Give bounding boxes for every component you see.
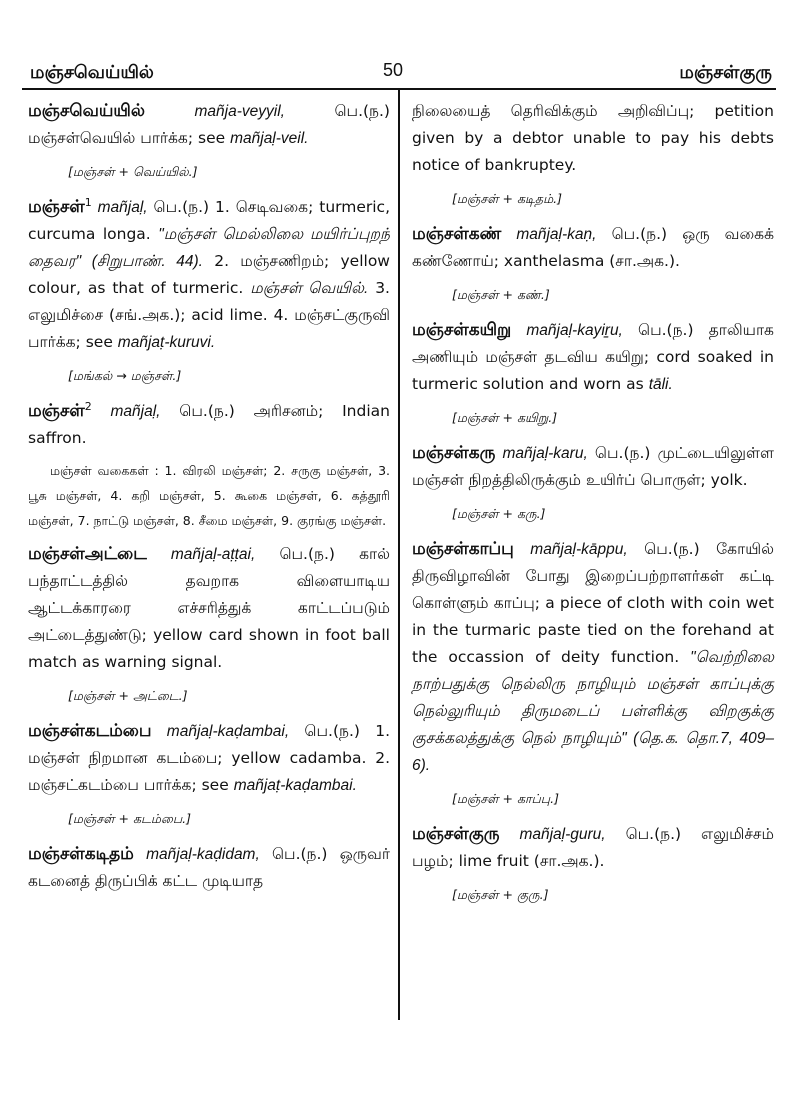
definition: கோயில் திருவிழாவின் போது இறைப்பற்றாளர்கள் கட்டி கொள்ளும் காப்பு; a piece of cloth with coin wet in the turmaric paste tied on the forehand at the occassion of deity function. xyxy=(412,540,774,666)
etymology: [மஞ்சள் + கடிதம்.] xyxy=(452,191,562,206)
dictionary-entry xyxy=(28,718,390,799)
part-of-speech: பெ.(ந.) xyxy=(638,321,694,339)
etymology: [மங்கல் → மஞ்சள்.] xyxy=(68,368,182,383)
homonym-number: 2 xyxy=(84,399,92,413)
transliteration: mañjaḷ-kayiṟu, xyxy=(526,322,623,339)
headword: மஞ்சள்கடம்பை xyxy=(28,721,152,741)
column-divider xyxy=(398,90,400,1020)
headword: மஞ்சள்கயிறு xyxy=(412,320,512,340)
definition: 1. மஞ்சள் நிறமான கடம்பை; yellow cadamba. 2. மஞ்சட்கடம்பை பார்க்க; see xyxy=(28,722,390,794)
definition: எலுமிச்சம் பழம்; lime fruit (சா.அக.). xyxy=(412,825,774,870)
etymology: [மஞ்சள் + காப்பு.] xyxy=(452,791,559,806)
etymology: [மஞ்சள் + கடம்பை.] xyxy=(68,811,191,826)
etymology: [மஞ்சள் + கரு.] xyxy=(452,506,546,521)
transliteration: mañjaḷ-guru, xyxy=(519,826,606,843)
definition: ஒருவர் கடனைத் திருப்பிக் கட்ட முடியாத xyxy=(28,845,390,890)
entry-continuation: நிலையைத் தெரிவிக்கும் அறிவிப்பு; petition given by a debtor unable to pay his debts notice of bankruptey. xyxy=(412,102,774,174)
part-of-speech: பெ.(ந.) xyxy=(279,545,335,563)
types-note: மஞ்சள் வகைகள் : 1. விரலி மஞ்சள்; 2. சருகு மஞ்சள், 3. பூசு மஞ்சள், 4. கறி மஞ்சள், 5. கூகை மஞ்சள், 6. கத்தூரி மஞ்சள், 7. நாட்டு மஞ்சள், 8. சீமை மஞ்சள், 9. குரங்கு மஞ்சள். xyxy=(28,463,390,528)
dictionary-entry xyxy=(412,536,774,779)
transliteration: mañjaḷ, xyxy=(97,199,148,216)
part-of-speech: பெ.(ந.) xyxy=(334,102,390,120)
page-number: 50 xyxy=(383,60,404,80)
transliteration: mañjaḷ-kaḍidam, xyxy=(146,846,260,863)
etymology: [மஞ்சள் + குரு.] xyxy=(452,887,549,902)
part-of-speech: பெ.(ந.) xyxy=(304,722,360,740)
dictionary-entry xyxy=(412,440,774,494)
homonym-number: 1 xyxy=(84,195,92,209)
page-header xyxy=(0,58,800,88)
cross-reference: mañjaṭ-kaḍambai. xyxy=(233,777,357,794)
transliteration: mañjaḷ-karu, xyxy=(502,445,588,462)
dictionary-entry xyxy=(28,541,390,676)
dictionary-entry xyxy=(28,98,390,152)
headword: மஞ்சள் xyxy=(28,401,85,421)
definition: அரிசனம்; Indian saffron. xyxy=(28,402,390,447)
definition: ஒரு வகைக் கண்ணோய்; xanthelasma (சா.அக.). xyxy=(412,225,774,270)
etymology: [மஞ்சள் + கயிறு.] xyxy=(452,410,558,425)
dictionary-entry xyxy=(28,841,390,895)
cross-reference: mañjaḷ-veil. xyxy=(230,130,309,147)
dictionary-entry xyxy=(412,317,774,398)
transliteration: mañja-veyyil, xyxy=(194,103,285,120)
headword: மஞ்சள்காப்பு xyxy=(412,539,514,559)
cross-reference: tāli. xyxy=(648,376,673,393)
transliteration: mañjaḷ-aṭṭai, xyxy=(170,546,256,563)
part-of-speech: பெ.(ந.) xyxy=(611,225,668,243)
definition: 1. செடிவகை; turmeric, curcuma longa. xyxy=(28,198,391,243)
citation-quote: "மஞ்சள் மெல்லிலை மயிர்ப்புறந் தைவர" (சிறுபாண். 44). xyxy=(28,226,391,270)
definition: கால் பந்தாட்டத்தில் தவறாக விளையாடிய ஆட்டக்காரரை எச்சரித்துக் காட்டப்படும் அட்டைத்துண்டு; yellow card shown in foot ball match as warning signal. xyxy=(28,545,390,671)
usage-example: மஞ்சள் வெயில். xyxy=(250,280,369,297)
citation-quote: "வெற்றிலை நாற்பதுக்கு நெல்லிரு நாழியும் மஞ்சள் காப்புக்கு நெல்லுரியும் திருமடைப் பள்ளிக்கு விறகுக்கு குசக்கலத்துக்கு நெல் நாழியும்" (தெ.க. தொ.7, 409–6). xyxy=(412,649,774,774)
transliteration: mañjaḷ-kaḍambai, xyxy=(166,723,290,740)
headword: மஞ்சள்கண் xyxy=(412,224,502,244)
headword: மஞ்சவெய்யில் xyxy=(28,101,145,121)
dictionary-entry xyxy=(412,821,774,875)
definition: தாலியாக அணியும் மஞ்சள் தடவிய கயிறு; cord soaked in turmeric solution and worn as xyxy=(412,321,774,393)
dictionary-entry xyxy=(28,194,390,356)
headword: மஞ்சள்கரு xyxy=(412,443,496,463)
definition: 2. மஞ்சணிறம்; yellow colour, as that of turmeric. xyxy=(28,252,390,297)
transliteration: mañjaḷ-kaṇ, xyxy=(516,226,597,243)
part-of-speech: பெ.(ந.) xyxy=(153,198,210,216)
right-column xyxy=(412,98,774,917)
transliteration: mañjaḷ-kāppu, xyxy=(530,541,628,558)
part-of-speech: பெ.(ந.) xyxy=(644,540,700,558)
part-of-speech: பெ.(ந.) xyxy=(179,402,235,420)
dictionary-entry xyxy=(28,398,390,452)
headword: மஞ்சள்குரு xyxy=(412,824,500,844)
part-of-speech: பெ.(ந.) xyxy=(271,845,328,863)
etymology: [மஞ்சள் + கண்.] xyxy=(452,287,550,302)
left-guide-word: மஞ்சவெய்யில் xyxy=(30,62,154,83)
definition: மஞ்சள்வெயில் பார்க்க; see xyxy=(28,129,226,147)
transliteration: mañjaḷ, xyxy=(110,403,161,420)
headword: மஞ்சள் xyxy=(28,197,85,217)
part-of-speech: பெ.(ந.) xyxy=(594,444,651,462)
definition: முட்டையிலுள்ள மஞ்சள் நிறத்திலிருக்கும் உயிர்ப் பொருள்; yolk. xyxy=(412,444,774,489)
right-guide-word: மஞ்சள்குரு xyxy=(679,62,772,83)
left-column xyxy=(28,98,390,895)
part-of-speech: பெ.(ந.) xyxy=(625,825,682,843)
headword: மஞ்சள்அட்டை xyxy=(28,544,147,564)
dictionary-entry xyxy=(412,221,774,275)
etymology: [மஞ்சள் + அட்டை.] xyxy=(68,688,188,703)
etymology: [மஞ்சள் + வெய்யில்.] xyxy=(68,164,198,179)
definition: 3. எலுமிச்சை (சங்.அக.); acid lime. 4. மஞ்சட்குருவி பார்க்க; see xyxy=(28,279,390,351)
headword: மஞ்சள்கடிதம் xyxy=(28,844,134,864)
cross-reference: mañjaṭ-kuruvi. xyxy=(117,334,216,351)
